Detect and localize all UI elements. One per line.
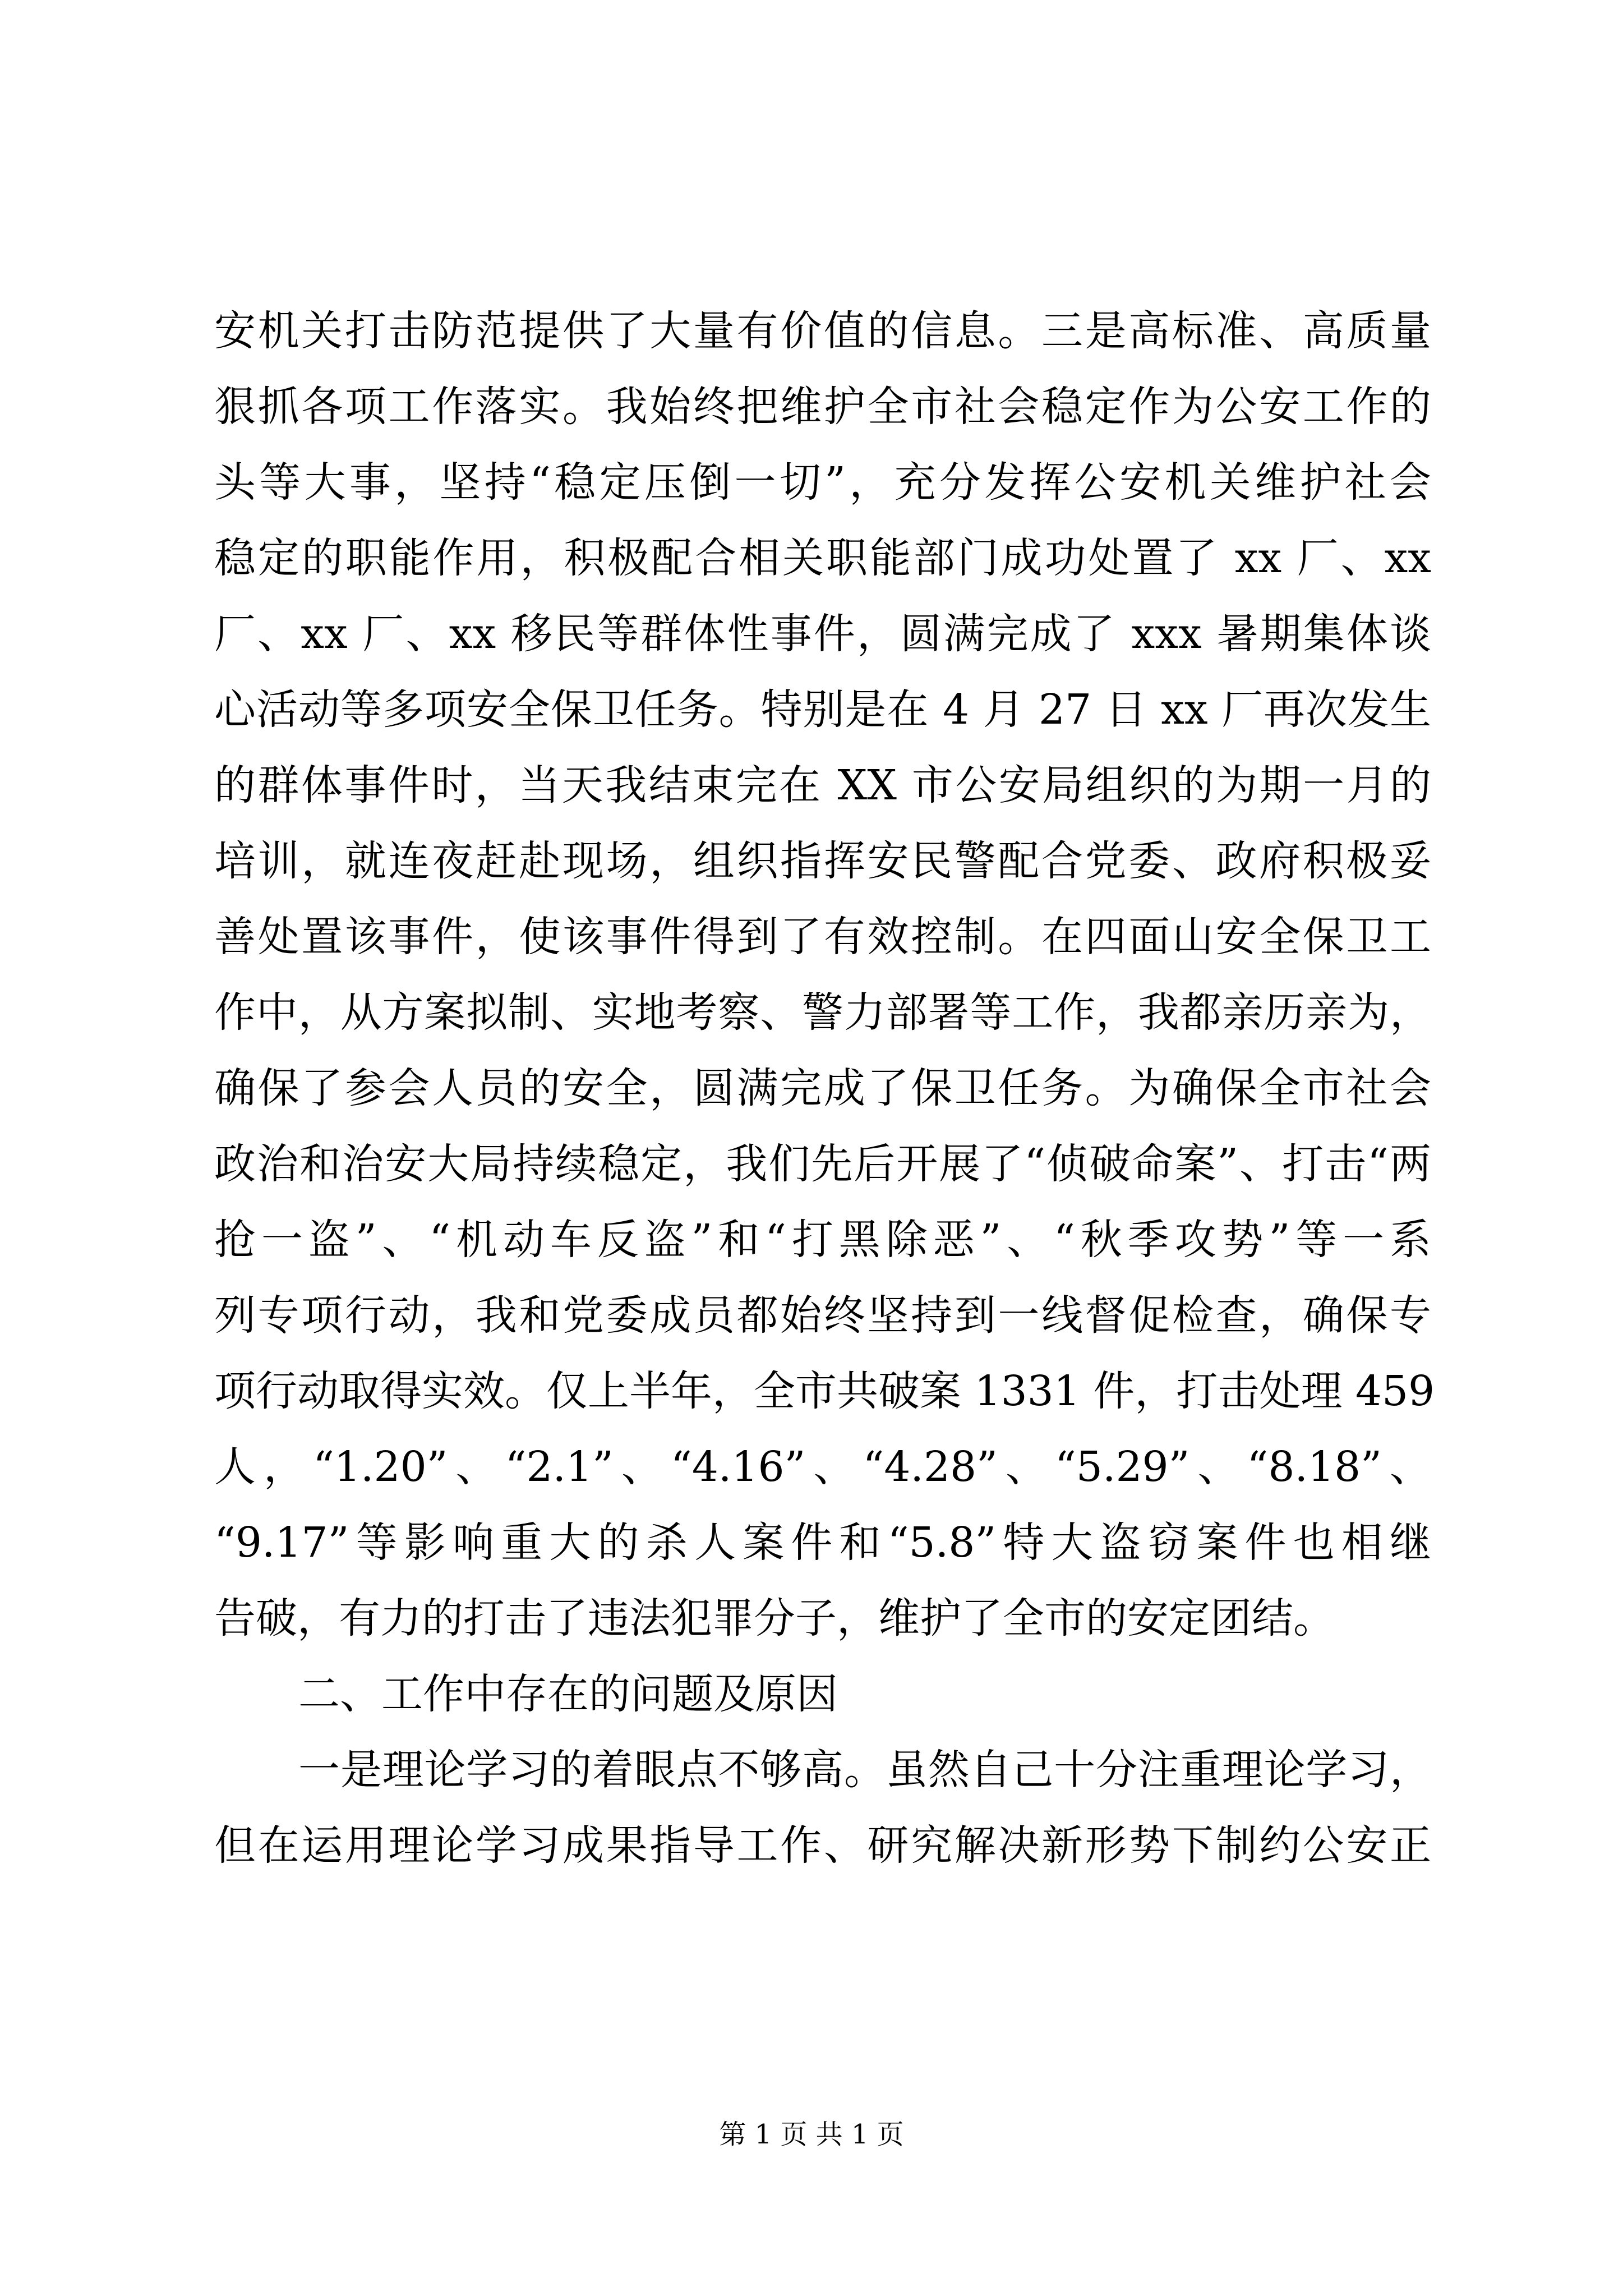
section-heading: 二、工作中存在的问题及原因 (298, 1670, 838, 1718)
paragraph-line: 安机关打击防范提供了大量有价值的信息。三是高标准、高质量 (214, 307, 1431, 355)
paragraph-line: 人，“1.20”、“2.1”、“4.16”、“4.28”、“5.29”、“8.18”、 (214, 1443, 1431, 1491)
paragraph-line: 培训，就连夜赶赴现场，组织指挥安民警配合党委、政府积极妥 (214, 837, 1431, 885)
paragraph-line: 告破，有力的打击了违法犯罪分子，维护了全市的安定团结。 (214, 1594, 1335, 1642)
paragraph-line: 确保了参会人员的安全，圆满完成了保卫任务。为确保全市社会 (214, 1064, 1431, 1112)
paragraph-line: “9.17”等影响重大的杀人案件和“5.8”特大盗窃案件也相继 (214, 1519, 1431, 1567)
paragraph-line: 的群体事件时，当天我结束完在 XX 市公安局组织的为期一月的 (214, 761, 1431, 809)
paragraph-line: 心活动等多项安全保卫任务。特别是在 4 月 27 日 xx 厂再次发生 (214, 685, 1431, 734)
paragraph-line: 头等大事，坚持“稳定压倒一切”，充分发挥公安机关维护社会 (214, 458, 1431, 507)
paragraph-line: 列专项行动，我和党委成员都始终坚持到一线督促检查，确保专 (214, 1291, 1431, 1340)
page-number-footer: 第 1 页 共 1 页 (719, 2119, 904, 2150)
paragraph-line: 项行动取得实效。仅上半年，全市共破案 1331 件，打击处理 459 (214, 1367, 1435, 1415)
paragraph-line: 狠抓各项工作落实。我始终把维护全市社会稳定作为公安工作的 (214, 383, 1431, 431)
paragraph-line: 厂、xx 厂、xx 移民等群体性事件，圆满完成了 xxx 暑期集体谈 (214, 610, 1431, 658)
paragraph-line: 作中，从方案拟制、实地考察、警力部署等工作，我都亲历亲为， (214, 988, 1431, 1037)
paragraph-line: 稳定的职能作用，积极配合相关职能部门成功处置了 xx 厂、xx (214, 534, 1431, 582)
paragraph-line: 但在运用理论学习成果指导工作、研究解决新形势下制约公安正 (214, 1821, 1431, 1870)
paragraph-line: 善处置该事件，使该事件得到了有效控制。在四面山安全保卫工 (214, 913, 1431, 961)
paragraph-line: 政治和治安大局持续稳定，我们先后开展了“侦破命案”、打击“两 (214, 1140, 1431, 1188)
paragraph-line: 一是理论学习的着眼点不够高。虽然自己十分注重理论学习， (298, 1746, 1431, 1794)
paragraph-line: 抢一盗”、“机动车反盗”和“打黑除恶”、“秋季攻势”等一系 (214, 1216, 1431, 1264)
